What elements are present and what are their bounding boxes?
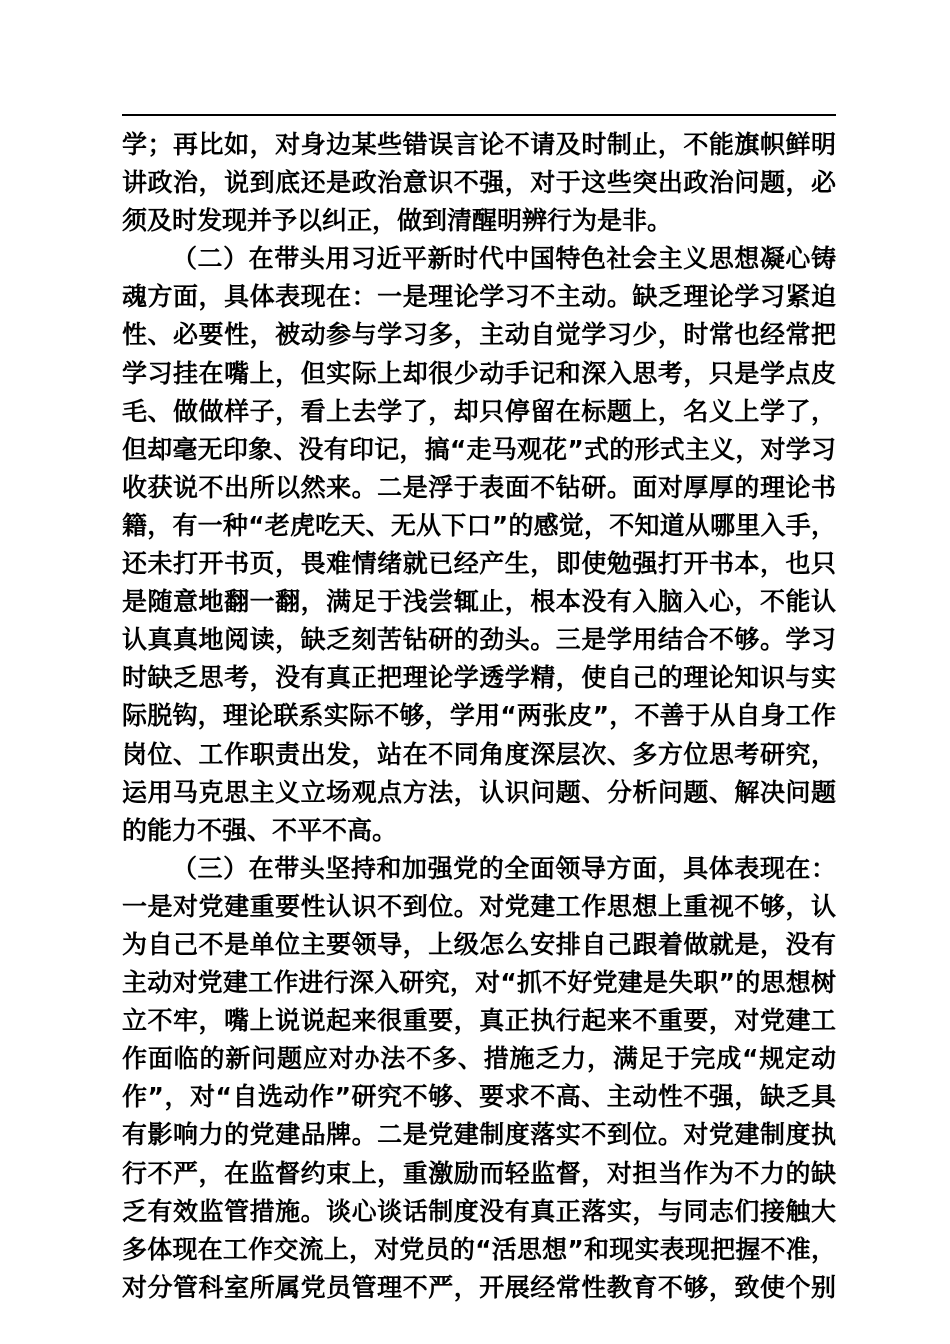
text-line: 立不牢，嘴上说说起来很重要，真正执行起来不重要，对党建工 bbox=[122, 1006, 836, 1036]
text-line: 为自己不是单位主要领导，上级怎么安排自己跟着做就是，没有 bbox=[122, 929, 836, 959]
text-line: 运用马克思主义立场观点方法，认识问题、分析问题、解决问题 bbox=[122, 777, 836, 807]
text-line: 毛、做做样子，看上去学了，却只停留在标题上，名义上学了， bbox=[122, 396, 836, 426]
text-line: 学习挂在嘴上，但实际上却很少动手记和深入思考，只是学点皮 bbox=[122, 358, 836, 388]
text-line: 还未打开书页，畏难情绪就已经产生，即使勉强打开书本，也只 bbox=[122, 549, 836, 579]
text-line: 的能力不强、不平不高。 bbox=[122, 815, 398, 845]
text-line: 作面临的新问题应对办法不多、措施乏力，满足于完成“规定动 bbox=[122, 1044, 836, 1074]
text-line: 乏有效监管措施。谈心谈话制度没有真正落实，与同志们接触大 bbox=[122, 1196, 836, 1226]
text-line: 但却毫无印象、没有印记，搞“走马观花”式的形式主义，对学习 bbox=[122, 434, 836, 464]
text-line: 际脱钩，理论联系实际不够，学用“两张皮”，不善于从自身工作 bbox=[122, 701, 836, 731]
text-line: 多体现在工作交流上，对党员的“活思想”和现实表现把握不准， bbox=[122, 1234, 836, 1264]
text-line: 性、必要性，被动参与学习多，主动自觉学习少，时常也经常把 bbox=[122, 320, 836, 350]
text-line: 学；再比如，对身边某些错误言论不请及时制止，不能旗帜鲜明 bbox=[122, 130, 836, 159]
text-line: 讲政治，说到底还是政治意识不强，对于这些突出政治问题，必 bbox=[122, 168, 836, 198]
text-line: 行不严，在监督约束上，重激励而轻监督，对担当作为不力的缺 bbox=[122, 1158, 836, 1188]
text-line: 时缺乏思考，没有真正把理论学透学精，使自己的理论知识与实 bbox=[122, 663, 836, 693]
text-line: 是随意地翻一翻，满足于浅尝辄止，根本没有入脑入心，不能认 bbox=[122, 587, 836, 617]
text-line: 魂方面，具体表现在：一是理论学习不主动。缺乏理论学习紧迫 bbox=[122, 282, 836, 312]
text-line: 认真真地阅读，缺乏刻苦钻研的劲头。三是学用结合不够。学习 bbox=[122, 625, 836, 655]
header-rule bbox=[122, 114, 836, 116]
text-line: 一是对党建重要性认识不到位。对党建工作思想上重视不够，认 bbox=[122, 891, 836, 921]
text-line: 须及时发现并予以纠正，做到清醒明辨行为是非。 bbox=[122, 206, 673, 236]
text-line: 籍，有一种“老虎吃天、无从下口”的感觉，不知道从哪里入手， bbox=[122, 510, 836, 540]
text-line: （三）在带头坚持和加强党的全面领导方面，具体表现在： bbox=[172, 853, 836, 883]
document-body bbox=[122, 126, 836, 1307]
text-line: 岗位、工作职责出发，站在不同角度深层次、多方位思考研究， bbox=[122, 739, 836, 769]
text-line: 作”，对“自选动作”研究不够、要求不高、主动性不强，缺乏具 bbox=[122, 1082, 836, 1112]
text-line: 收获说不出所以然来。二是浮于表面不钻研。面对厚厚的理论书 bbox=[122, 472, 836, 502]
text-line: 主动对党建工作进行深入研究，对“抓不好党建是失职”的思想树 bbox=[122, 968, 836, 998]
text-line: 对分管科室所属党员管理不严，开展经常性教育不够，致使个别 bbox=[122, 1272, 836, 1302]
text-line: 有影响力的党建品牌。二是党建制度落实不到位。对党建制度执 bbox=[122, 1120, 836, 1150]
text-line: （二）在带头用习近平新时代中国特色社会主义思想凝心铸 bbox=[172, 244, 836, 274]
